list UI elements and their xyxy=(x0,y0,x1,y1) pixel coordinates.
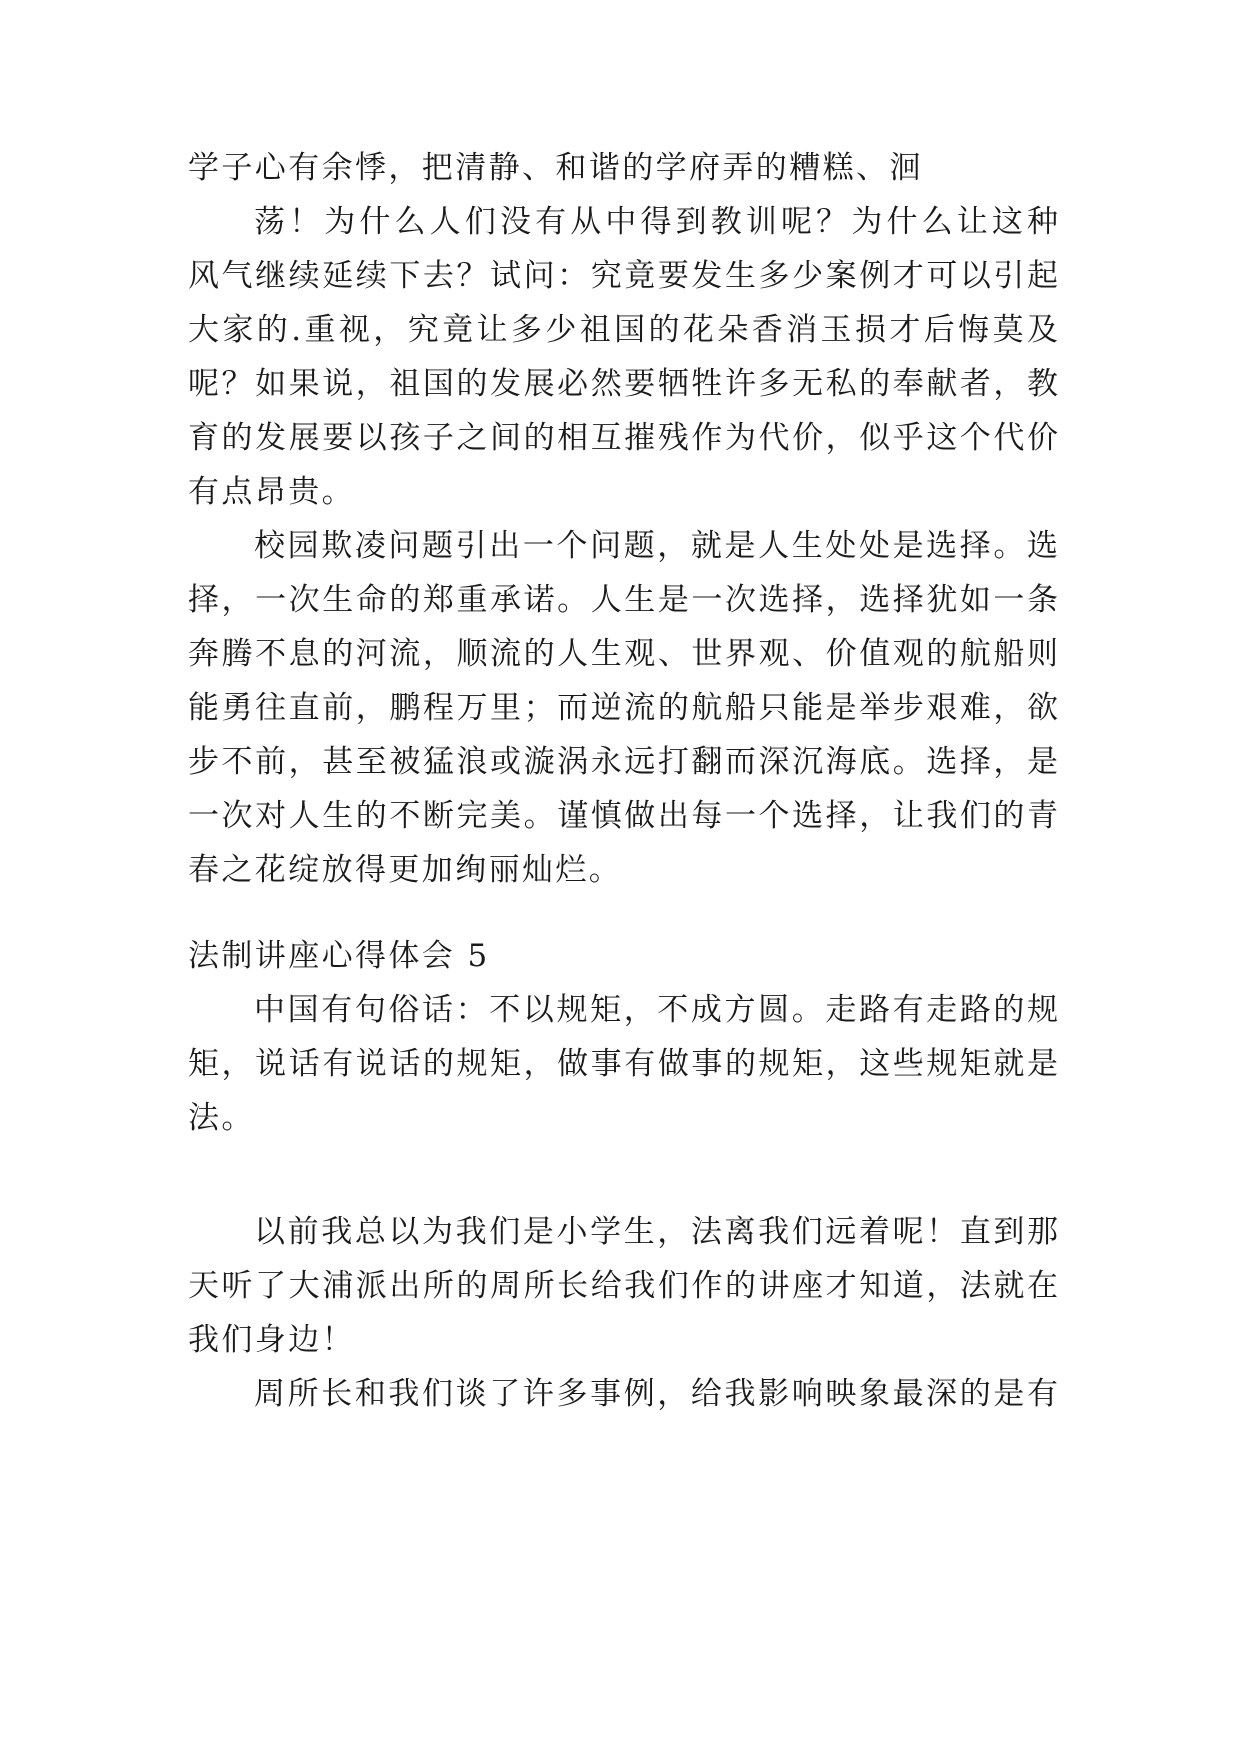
paragraph-line: 天听了大浦派出所的周所长给我们作的讲座才知道，法就在 xyxy=(188,1268,1058,1304)
paragraph-line: 春之花绽放得更加绚丽灿烂。 xyxy=(188,852,623,888)
paragraph-line: 学子心有余悸，把清静、和谐的学府弄的糟糕、洄 xyxy=(188,150,923,186)
paragraph-line: 大家的.重视，究竟让多少祖国的花朵香消玉损才后悔莫及 xyxy=(188,312,1058,348)
paragraph-line: 矩，说话有说话的规矩，做事有做事的规矩，这些规矩就是 xyxy=(188,1046,1058,1082)
paragraph-line: 法。 xyxy=(188,1100,255,1136)
paragraph-line: 能勇往直前，鹏程万里；而逆流的航船只能是举步艰难，欲 xyxy=(188,690,1058,726)
paragraph-line: 呢？如果说，祖国的发展必然要牺牲许多无私的奉献者，教 xyxy=(188,366,1058,402)
paragraph-line: 校园欺凌问题引出一个问题，就是人生处处是选择。选 xyxy=(254,528,1058,564)
paragraph-line: 我们身边！ xyxy=(188,1322,355,1358)
paragraph-line: 步不前，甚至被猛浪或漩涡永远打翻而深沉海底。选择，是 xyxy=(188,744,1058,780)
paragraph-line: 荡！为什么人们没有从中得到教训呢？为什么让这种 xyxy=(254,204,1058,240)
paragraph-line: 风气继续延续下去？试问：究竟要发生多少案例才可以引起 xyxy=(188,258,1058,294)
paragraph-line: 中国有句俗话：不以规矩，不成方圆。走路有走路的规 xyxy=(254,992,1058,1028)
paragraph-line: 有点昂贵。 xyxy=(188,474,355,510)
paragraph-line: 以前我总以为我们是小学生，法离我们远着呢！直到那 xyxy=(254,1214,1058,1250)
paragraph-line: 奔腾不息的河流，顺流的人生观、世界观、价值观的航船则 xyxy=(188,636,1058,672)
paragraph-line: 育的发展要以孩子之间的相互摧残作为代价，似乎这个代价 xyxy=(188,420,1058,456)
paragraph-line: 周所长和我们谈了许多事例，给我影响映象最深的是有 xyxy=(254,1376,1058,1412)
section-heading: 法制讲座心得体会 5 xyxy=(188,938,490,974)
paragraph-line: 择，一次生命的郑重承诺。人生是一次选择，选择犹如一条 xyxy=(188,582,1058,618)
paragraph-line: 一次对人生的不断完美。谨慎做出每一个选择，让我们的青 xyxy=(188,798,1058,834)
